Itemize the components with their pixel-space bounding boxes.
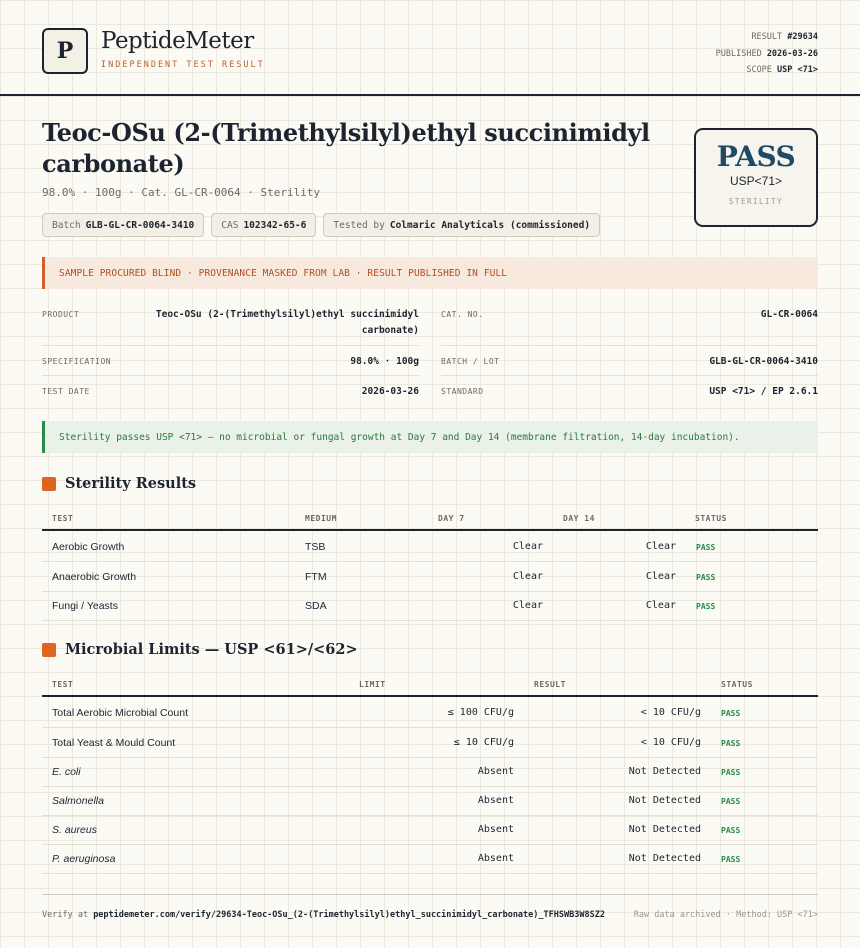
spec-specification-label: SPECIFICATION: [42, 357, 112, 366]
cell-limit: ≤ 10 CFU/g: [453, 737, 514, 748]
spec-row-cat: [441, 306, 818, 346]
cell-result: Not Detected: [628, 795, 701, 806]
product-title: Teoc-OSu (2-(Trimethylsilyl)ethyl succinimidyl carbonate): [42, 118, 650, 178]
spec-cat-label: CAT. NO.: [441, 310, 484, 319]
cell-test: Salmonella: [52, 795, 104, 807]
cell-test: S. aureus: [52, 824, 97, 836]
th-day7: DAY 7: [438, 514, 465, 523]
batch-chip-label: Batch: [52, 219, 81, 231]
published-line: [716, 46, 818, 63]
spec-product-label: PRODUCT: [42, 310, 80, 319]
status-badge: PASS: [721, 739, 741, 748]
table-row: [42, 698, 818, 728]
sterility-table-header: [42, 505, 818, 531]
spec-batch-label: BATCH / LOT: [441, 357, 500, 366]
conclusion-banner: Sterility passes USP <71> — no microbial or fungal growth at Day 7 and Day 14 (membrane filtration, 14-day incubation).: [42, 421, 818, 453]
th-limit: LIMIT: [359, 680, 386, 689]
archive-note: Raw data archived · Method: USP <71>: [633, 910, 818, 920]
microbial-table: [42, 671, 818, 875]
status-badge: PASS: [721, 855, 741, 864]
sterility-table: [42, 505, 818, 620]
cell-day7: Clear: [512, 600, 543, 611]
cell-test: Fungi / Yeasts: [52, 600, 118, 612]
spec-right: [441, 306, 818, 410]
spec-row-product: [42, 306, 419, 346]
cell-result: Not Detected: [628, 824, 701, 835]
cell-test: Anaerobic Growth: [52, 571, 137, 583]
microbial-table-header: [42, 671, 818, 697]
brand-tagline: INDEPENDENT TEST RESULT: [101, 60, 265, 70]
cell-medium: SDA: [305, 600, 327, 612]
spec-cat-value: GL-CR-0064: [760, 309, 818, 320]
cell-test: Aerobic Growth: [52, 541, 125, 553]
cell-result: Not Detected: [628, 766, 701, 777]
cell-medium: FTM: [305, 571, 327, 583]
section-marker-icon: [42, 477, 56, 491]
verdict-standard: USP<71>: [729, 174, 783, 188]
footer-divider: [42, 894, 818, 895]
microbial-section-title: Microbial Limits — USP <61>/<62>: [65, 641, 358, 658]
spec-product-value: [156, 307, 419, 339]
th-test: TEST: [52, 514, 74, 523]
verify-prefix: Verify at: [42, 910, 89, 920]
batch-chip-value: GLB-GL-CR-0064-3410: [85, 219, 195, 231]
spec-row-standard: [441, 376, 818, 406]
report-meta: [716, 29, 818, 79]
th-result: RESULT: [534, 680, 566, 689]
verify-line: [42, 910, 605, 920]
cell-test: Total Yeast & Mould Count: [52, 737, 176, 749]
cell-result: < 10 CFU/g: [640, 707, 701, 718]
result-id: #29634: [787, 32, 818, 42]
th-day14: DAY 14: [563, 514, 595, 523]
tested-by-chip-value: Colmaric Analyticals (commissioned): [389, 219, 591, 231]
th-status: STATUS: [721, 680, 753, 689]
spec-specification-value: 98.0% · 100g: [350, 356, 419, 367]
spec-test-date-value: 2026-03-26: [361, 386, 419, 397]
spec-product-line2: carbonate): [361, 325, 419, 336]
cas-chip: [211, 213, 316, 237]
logo-letter: P: [56, 38, 74, 64]
published-date: 2026-03-26: [766, 48, 818, 59]
sterility-section-title: Sterility Results: [65, 475, 197, 492]
cell-limit: ≤ 100 CFU/g: [447, 707, 514, 718]
cell-limit: Absent: [477, 766, 514, 777]
scope-label: SCOPE: [746, 65, 772, 75]
status-badge: PASS: [696, 573, 716, 582]
spec-row-batch: [441, 346, 818, 376]
spec-row-test-date: [42, 376, 419, 406]
cell-medium: TSB: [305, 541, 326, 553]
table-row: [42, 844, 818, 874]
status-badge: PASS: [721, 797, 741, 806]
section-marker-icon: [42, 643, 56, 657]
cell-day7: Clear: [512, 541, 543, 552]
cell-day14: Clear: [645, 541, 676, 552]
product-chips: [42, 213, 600, 237]
spec-standard-label: STANDARD: [441, 387, 484, 396]
cell-day7: Clear: [512, 571, 543, 582]
spec-batch-value: GLB-GL-CR-0064-3410: [709, 356, 818, 367]
cell-limit: Absent: [477, 795, 514, 806]
result-id-line: [716, 29, 818, 46]
cell-result: < 10 CFU/g: [640, 737, 701, 748]
brand-name[interactable]: PeptideMeter: [101, 28, 254, 54]
spec-standard-value: USP <71> / EP 2.6.1: [709, 386, 818, 397]
cell-day14: Clear: [645, 600, 676, 611]
blind-notice: SAMPLE PROCURED BLIND · PROVENANCE MASKED FROM LAB · RESULT PUBLISHED IN FULL: [42, 257, 818, 289]
status-badge: PASS: [721, 768, 741, 777]
spec-product-line1: Teoc-OSu (2-(Trimethylsilyl)ethyl succinimidyl: [155, 309, 419, 320]
cell-test: Total Aerobic Microbial Count: [52, 707, 188, 719]
sterility-section-header: [42, 475, 196, 492]
status-badge: PASS: [721, 709, 741, 718]
th-status: STATUS: [695, 514, 727, 523]
th-medium: MEDIUM: [305, 514, 337, 523]
product-subline: 98.0% · 100g · Cat. GL-CR-0064 · Sterility: [42, 186, 321, 199]
th-test: TEST: [52, 680, 74, 689]
spec-left: [42, 306, 419, 410]
logo-icon[interactable]: [42, 28, 88, 74]
spec-row-specification: [42, 346, 419, 376]
cas-chip-label: CAS: [221, 219, 239, 231]
table-row: [42, 532, 818, 562]
cell-test: P. aeruginosa: [52, 853, 116, 865]
verify-link[interactable]: peptidemeter.com/verify/29634-Teoc-OSu_(2-(Trimethylsilyl)ethyl_succinimidyl_carbonate)_TFHSWB3W8SZ2: [93, 910, 605, 920]
status-badge: PASS: [696, 543, 716, 552]
cell-test: E. coli: [52, 766, 81, 778]
scope-line: [716, 62, 818, 79]
verdict-word: PASS: [716, 140, 796, 173]
microbial-section-header: [42, 641, 358, 658]
published-label: PUBLISHED: [715, 48, 762, 59]
verdict-badge: [694, 128, 818, 227]
tested-by-chip: [323, 213, 600, 237]
cell-limit: Absent: [477, 824, 514, 835]
table-row: [42, 591, 818, 621]
spec-test-date-label: TEST DATE: [42, 387, 90, 396]
report-header: [0, 0, 860, 96]
cell-limit: Absent: [477, 853, 514, 864]
table-row: [42, 786, 818, 816]
cell-day14: Clear: [645, 571, 676, 582]
verdict-category: STERILITY: [728, 197, 784, 206]
table-row: [42, 562, 818, 592]
status-badge: PASS: [721, 826, 741, 835]
table-row: [42, 728, 818, 758]
batch-chip: [42, 213, 204, 237]
cas-chip-value: 102342-65-6: [243, 219, 307, 231]
tested-by-chip-label: Tested by: [333, 219, 385, 231]
scope-value: USP <71>: [777, 65, 818, 75]
table-row: [42, 815, 818, 845]
status-badge: PASS: [696, 602, 716, 611]
table-row: [42, 757, 818, 787]
cell-result: Not Detected: [628, 853, 701, 864]
result-label: RESULT: [751, 32, 783, 42]
